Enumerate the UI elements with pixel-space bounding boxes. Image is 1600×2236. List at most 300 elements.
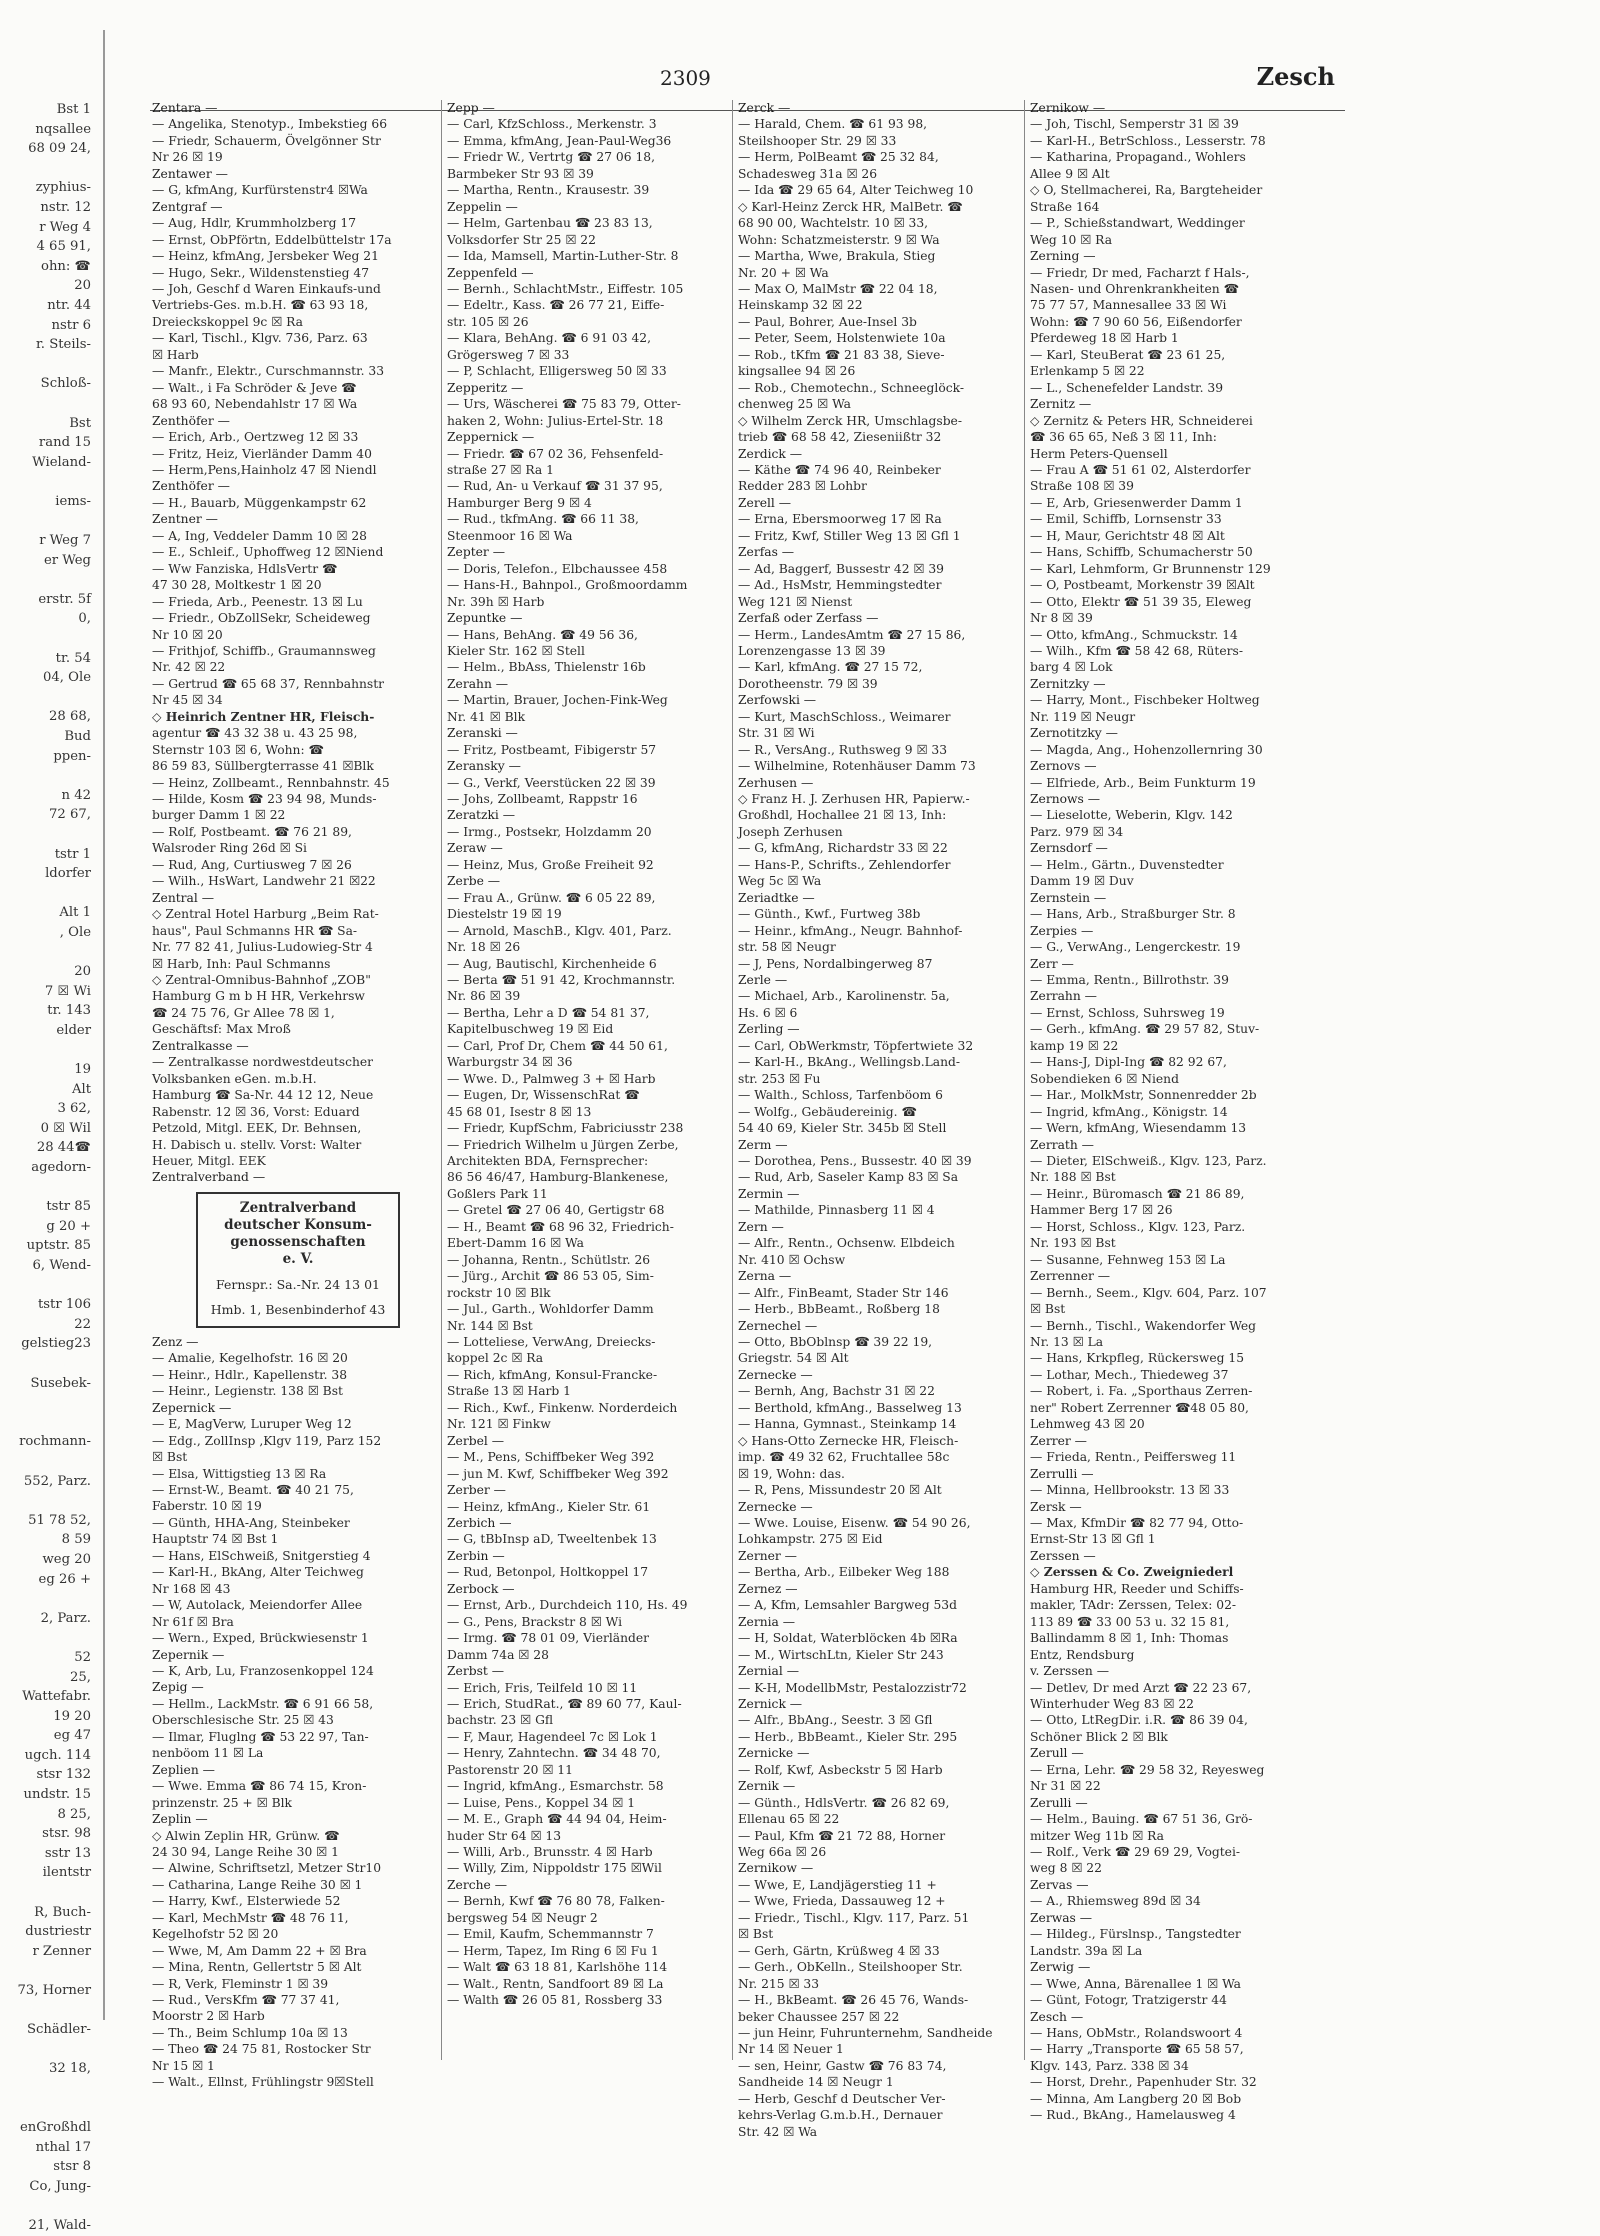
- directory-entry: — Harry, Mont., Fischbeker Holtweg: [1030, 693, 1260, 708]
- directory-entry: Hamburg HR, Reeder und Schiffs-: [1030, 1581, 1244, 1596]
- directory-entry: — Emma, Rentn., Billrothstr. 39: [1030, 973, 1229, 988]
- directory-entry: agentur ☎ 43 32 38 u. 43 25 98,: [152, 726, 358, 741]
- surname-heading: Zeriadtke —: [738, 890, 815, 905]
- margin-fragment: 25,: [70, 1669, 91, 1685]
- surname-heading: Zentralverband —: [152, 1170, 266, 1185]
- directory-entry: Nr. 188 ☒ Bst: [1030, 1170, 1116, 1185]
- directory-entry: — Friedr., ObZollSekr, Scheideweg: [152, 611, 371, 626]
- directory-entry: — Carl, Prof Dr, Chem ☎ 44 50 61,: [447, 1038, 668, 1053]
- margin-fragment: 68 09 24,: [28, 141, 91, 157]
- directory-entry: — Herm, Tapez, Im Ring 6 ☒ Fu 1: [447, 1943, 659, 1958]
- directory-entry: Nr. 13 ☒ La: [1030, 1334, 1104, 1349]
- directory-entry: Nr 10 ☒ 20: [152, 627, 223, 642]
- margin-fragment: sstr 13: [44, 1845, 91, 1861]
- directory-entry: — Rud, Ang, Curtiusweg 7 ☒ 26: [152, 857, 352, 872]
- running-head: Zesch: [1256, 62, 1335, 91]
- directory-entry: — Heinz, kfmAng., Kieler Str. 61: [447, 1499, 651, 1514]
- directory-entry: — Hans, Arb., Straßburger Str. 8: [1030, 907, 1236, 922]
- directory-entry: Erlenkamp 5 ☒ 22: [1030, 364, 1145, 379]
- directory-entry: — E, Arb, Griesenwerder Damm 1: [1030, 495, 1243, 510]
- margin-fragment: weg 20: [42, 1551, 91, 1567]
- directory-entry: — Katharina, Propagand., Wohlers: [1030, 150, 1246, 165]
- surname-heading: Zerpies —: [1030, 923, 1094, 938]
- margin-fragment: [0, 2040, 95, 2060]
- surname-heading: Zern —: [738, 1219, 784, 1234]
- directory-entry: — Henry, Zahntechn. ☎ 34 48 70,: [447, 1746, 661, 1761]
- directory-entry: — Rolf., Verk ☎ 29 69 29, Vogtei-: [1030, 1845, 1241, 1860]
- directory-entry: — Martin, Brauer, Jochen-Fink-Weg: [447, 693, 668, 708]
- margin-fragment: [0, 629, 95, 649]
- directory-entry: — Karl-H., BkAng., Wellingsb.Land-: [738, 1055, 961, 1070]
- surname-heading: Zersk —: [1030, 1499, 1082, 1514]
- margin-fragment: Alt: [71, 1081, 91, 1097]
- margin-fragment: nqsallee: [35, 121, 91, 137]
- margin-fragment: 21, Wald-: [28, 2218, 91, 2234]
- surname-heading: Zepperitz —: [447, 380, 524, 395]
- directory-entry: — Hellm., LackMstr. ☎ 6 91 66 58,: [152, 1696, 374, 1711]
- margin-fragment: [0, 1178, 95, 1198]
- directory-entry: — Frau A., Grünw. ☎ 6 05 22 89,: [447, 890, 656, 905]
- margin-fragment: [0, 1883, 95, 1903]
- surname-heading: Zernecke —: [738, 1367, 813, 1382]
- directory-entry: — Bertha, Lehr a D ☎ 54 81 37,: [447, 1005, 650, 1020]
- surname-heading: Zeplien —: [152, 1762, 215, 1777]
- ad-address: Hmb. 1, Besenbinderhof 43: [210, 1301, 386, 1317]
- directory-entry: — Wilh., HsWart, Landwehr 21 ☒22: [152, 874, 376, 889]
- directory-entry: — Jürg., Archit ☎ 86 53 05, Sim-: [447, 1269, 654, 1284]
- ad-title-line: Zentralverband: [239, 1199, 357, 1216]
- surname-heading: Zerulli —: [1030, 1795, 1088, 1810]
- margin-fragment: 8 59: [61, 1532, 91, 1548]
- directory-entry: Vertriebs-Ges. m.b.H. ☎ 63 93 18,: [152, 298, 369, 313]
- directory-entry: — Friedrich Wilhelm u Jürgen Zerbe,: [447, 1137, 679, 1152]
- directory-entry: — Hans, ObMstr., Rolandswoort 4: [1030, 2026, 1243, 2041]
- directory-entry: — Alfr., BbAng., Seestr. 3 ☒ Gfl: [738, 1713, 933, 1728]
- margin-fragment: r. Steils-: [35, 337, 91, 353]
- directory-entry: — Rich., Kwf., Finkenw. Norderdeich: [447, 1400, 678, 1415]
- margin-fragment: , Ole: [59, 924, 91, 940]
- directory-entry: kamp 19 ☒ 22: [1030, 1038, 1119, 1053]
- margin-fragment: [0, 1041, 95, 1061]
- margin-fragment: ntr. 44: [47, 297, 91, 313]
- surname-heading: Zerrenner —: [1030, 1269, 1111, 1284]
- directory-entry: — Wwe. D., Palmweg 3 + ☒ Harb: [447, 1071, 656, 1086]
- margin-fragment: nstr. 12: [40, 199, 91, 215]
- directory-entry: — Carl, KfzSchloss., Merkenstr. 3: [447, 117, 657, 132]
- directory-entry: — Irmg., Postsekr, Holzdamm 20: [447, 824, 652, 839]
- surname-heading: Zepernick —: [152, 1400, 232, 1415]
- directory-entry: — Arnold, MaschB., Klgv. 401, Parz.: [447, 923, 672, 938]
- margin-fragment: undstr. 15: [23, 1787, 91, 1803]
- margin-fragment: [0, 943, 95, 963]
- margin-fragment: 73, Horner: [17, 1983, 91, 1998]
- directory-entry: — Berthold, kfmAng., Basselweg 13: [738, 1400, 962, 1415]
- margin-fragment: 51 78 52,: [28, 1512, 91, 1528]
- directory-entry: — Elsa, Wittigstieg 13 ☒ Ra: [152, 1466, 327, 1481]
- directory-entry: — Wwe. Emma ☎ 86 74 15, Kron-: [152, 1779, 367, 1794]
- directory-entry: — Jul., Garth., Wohldorfer Damm: [447, 1302, 654, 1317]
- directory-entry: ◇ Zentral-Omnibus-Bahnhof „ZOB": [152, 973, 371, 988]
- margin-fragment: stsr 132: [36, 1767, 91, 1783]
- directory-entry: — G., Pens, Brackstr 8 ☒ Wi: [447, 1614, 623, 1629]
- column-2: [447, 100, 737, 2009]
- margin-fragment: Susebek-: [30, 1375, 91, 1391]
- directory-entry: — Hans, Schiffb, Schumacherstr 50: [1030, 545, 1253, 560]
- directory-entry: Entz, Rendsburg: [1030, 1647, 1135, 1662]
- directory-entry: — Gerh., kfmAng. ☎ 29 57 82, Stuv-: [1030, 1022, 1260, 1037]
- directory-entry: — Harry „Transporte ☎ 65 58 57,: [1030, 2042, 1244, 2057]
- margin-fragment: ilentstr: [42, 1865, 91, 1881]
- directory-entry: str. 253 ☒ Fu: [738, 1071, 821, 1086]
- surname-heading: Zerrulli —: [1030, 1466, 1094, 1481]
- directory-entry: — Friedr, Schauerm, Övelgönner Str: [152, 133, 381, 148]
- directory-entry: — Hans, Krkpfleg, Rückersweg 15: [1030, 1351, 1245, 1366]
- surname-heading: Zenthöfer —: [152, 479, 230, 494]
- directory-entry: — Kurt, MaschSchloss., Weimarer: [738, 709, 951, 724]
- directory-entry: — Rob., Chemotechn., Schneeglöck-: [738, 380, 964, 395]
- surname-heading: Zepter —: [447, 545, 505, 560]
- directory-entry: — Emil, Kaufm, Schemmannstr 7: [447, 1927, 654, 1942]
- directory-entry: — Urs, Wäscherei ☎ 75 83 79, Otter-: [447, 397, 681, 412]
- margin-fragment: r Weg 7: [39, 533, 91, 549]
- directory-entry: — Heinz, kfmAng, Jersbeker Weg 21: [152, 249, 379, 264]
- directory-entry: — Alfr., FinBeamt, Stader Str 146: [738, 1285, 949, 1300]
- surname-heading: Zerdick —: [738, 446, 803, 461]
- directory-entry: — Martha, Wwe, Brakula, Stieg: [738, 249, 936, 264]
- directory-entry: — Minna, Hellbrookstr. 13 ☒ 33: [1030, 1483, 1230, 1498]
- directory-entry: huder Str 64 ☒ 13: [447, 1828, 562, 1843]
- surname-heading: Zernitz —: [1030, 397, 1092, 412]
- margin-fragment: r Weg 4: [39, 219, 91, 235]
- directory-entry: Wohn: ☎ 7 90 60 56, Eißendorfer: [1030, 314, 1242, 329]
- directory-entry: Pastorenstr 20 ☒ 11: [447, 1762, 573, 1777]
- directory-entry: Damm 74a ☒ 28: [447, 1647, 549, 1662]
- directory-entry: — Hildeg., Fürslnsp., Tangstedter: [1030, 1927, 1241, 1942]
- directory-entry: — G., Verkf, Veerstücken 22 ☒ 39: [447, 775, 656, 790]
- margin-fragment: er Weg: [43, 552, 91, 568]
- directory-entry: — Heinr., Büromasch ☎ 21 86 89,: [1030, 1186, 1245, 1201]
- margin-fragment: 28 68,: [49, 709, 91, 725]
- margin-fragment: 72 67,: [49, 807, 91, 823]
- surname-heading: Zernecke —: [738, 1499, 813, 1514]
- directory-entry: ◇ Zernitz & Peters HR, Schneiderei: [1030, 413, 1253, 428]
- margin-fragment: eg 47: [53, 1728, 91, 1744]
- directory-entry: — Edg., ZollInsp ,Klgv 119, Parz 152: [152, 1433, 382, 1448]
- directory-entry: Schöner Blick 2 ☒ Blk: [1030, 1729, 1168, 1744]
- directory-entry: Nr. 119 ☒ Neugr: [1030, 709, 1136, 724]
- directory-entry: haus", Paul Schmanns HR ☎ Sa-: [152, 923, 358, 938]
- directory-entry: — Max O, MalMstr ☎ 22 04 18,: [738, 281, 938, 296]
- page-number: 2309: [660, 66, 711, 90]
- margin-fragment: [0, 1491, 95, 1511]
- directory-entry: — Heinz, Zollbeamt., Rennbahnstr. 45: [152, 775, 390, 790]
- surname-heading: Zerche —: [447, 1877, 507, 1892]
- margin-fragment: Bst 1: [56, 102, 91, 117]
- surname-heading: Zentara —: [152, 101, 218, 115]
- surname-heading: Zerrer —: [1030, 1433, 1087, 1448]
- directory-entry: — Herm., LandesAmtm ☎ 27 15 86,: [738, 627, 966, 642]
- directory-entry: — Rud., VersKfm ☎ 77 37 41,: [152, 1993, 340, 2008]
- directory-entry: — Gretel ☎ 27 06 40, Gertigstr 68: [447, 1203, 665, 1218]
- directory-entry: — Karl, SteuBerat ☎ 23 61 25,: [1030, 347, 1226, 362]
- directory-entry: — W, Autolack, Meiendorfer Allee: [152, 1598, 363, 1613]
- directory-entry: — Otto, Elektr ☎ 51 39 35, Eleweg: [1030, 594, 1252, 609]
- surname-heading: Zerrahn —: [1030, 989, 1097, 1004]
- margin-fragment: 20: [74, 278, 91, 294]
- directory-entry: — M., Pens, Schiffbeker Weg 392: [447, 1450, 655, 1465]
- surname-heading: Zentner —: [152, 512, 218, 527]
- directory-entry: — Edeltr., Kass. ☎ 26 77 21, Eiffe-: [447, 298, 665, 313]
- directory-entry: — Manfr., Elektr., Curschmannstr. 33: [152, 364, 385, 379]
- directory-entry: — Karl, Lehmform, Gr Brunnenstr 129: [1030, 561, 1271, 576]
- directory-entry: — Minna, Am Langberg 20 ☒ Bob: [1030, 2091, 1242, 2106]
- surname-heading: Zernik —: [738, 1779, 796, 1794]
- directory-entry: chenweg 25 ☒ Wa: [738, 397, 851, 412]
- directory-entry: — Mina, Rentn, Gellertstr 5 ☒ Alt: [152, 1960, 362, 1975]
- directory-entry: — Karl, kfmAng. ☎ 27 15 72,: [738, 660, 923, 675]
- directory-entry: — R, Pens, Missundestr 20 ☒ Alt: [738, 1483, 942, 1498]
- directory-entry: — Rud, An- u Verkauf ☎ 31 37 95,: [447, 479, 663, 494]
- directory-entry: kehrs-Verlag G.m.b.H., Dernauer: [738, 2108, 943, 2123]
- directory-entry: Weg 10 ☒ Ra: [1030, 232, 1113, 247]
- margin-fragment: iems-: [55, 493, 91, 509]
- margin-fragment: [0, 1589, 95, 1609]
- directory-entry: — sen, Heinr, Gastw ☎ 76 83 74,: [738, 2058, 947, 2073]
- surname-heading: Zernikow —: [1030, 101, 1106, 115]
- directory-entry: ☒ Harb: [152, 347, 199, 362]
- surname-heading: Zentralkasse —: [152, 1038, 249, 1053]
- surname-heading: Zerhusen —: [738, 775, 814, 790]
- directory-entry: — M. E., Graph ☎ 44 94 04, Heim-: [447, 1812, 667, 1827]
- directory-entry: Moorstr 2 ☒ Harb: [152, 2009, 265, 2024]
- directory-entry: Dorotheenstr. 79 ☒ 39: [738, 676, 878, 691]
- directory-entry: — Ernst, Arb., Durchdeich 110, Hs. 49: [447, 1598, 688, 1613]
- directory-entry: — Aug, Hdlr, Krummholzberg 17: [152, 216, 357, 231]
- directory-entry: — Friedr, KupfSchm, Fabriciusstr 238: [447, 1121, 684, 1136]
- directory-entry: — jun Heinr, Fuhrunternehm, Sandheide: [738, 2026, 993, 2041]
- directory-entry: — Ernst, Schloss, Suhrsweg 19: [1030, 1005, 1225, 1020]
- directory-entry: Herm Peters-Quensell: [1030, 446, 1168, 461]
- directory-entry: — Heinr., Legienstr. 138 ☒ Bst: [152, 1384, 343, 1399]
- directory-entry: — Susanne, Fehnweg 153 ☒ La: [1030, 1252, 1226, 1267]
- directory-entry: Weg 66a ☒ 26: [738, 1845, 827, 1860]
- directory-entry: — Bernh., Tischl., Wakendorfer Weg: [1030, 1318, 1256, 1333]
- directory-entry: — Rud., BkAng., Hamelausweg 4: [1030, 2108, 1236, 2123]
- directory-entry: Allee 9 ☒ Alt: [1030, 166, 1110, 181]
- surname-heading: Zeranski —: [447, 726, 518, 741]
- surname-heading: Zervas —: [1030, 1877, 1089, 1892]
- directory-entry: — Elfriede, Arb., Beim Funkturm 19: [1030, 775, 1256, 790]
- margin-fragment: Schädler-: [27, 2022, 91, 2038]
- directory-entry: — Gertrud ☎ 65 68 37, Rennbahnstr: [152, 676, 385, 691]
- directory-entry: Lorenzengasse 13 ☒ 39: [738, 643, 886, 658]
- margin-fragment: rochmann-: [19, 1434, 91, 1450]
- directory-entry: 45 68 01, Isestr 8 ☒ 13: [447, 1104, 592, 1119]
- directory-entry: — Walt., Rentn, Sandfoort 89 ☒ La: [447, 1976, 664, 1991]
- directory-entry: — Ilmar, Fluglng ☎ 53 22 97, Tan-: [152, 1729, 369, 1744]
- directory-entry: — Rud, Betonpol, Holtkoppel 17: [447, 1565, 649, 1580]
- directory-entry: Nr 168 ☒ 43: [152, 1581, 231, 1596]
- surname-heading: Zerfaß oder Zerfass —: [738, 611, 879, 626]
- directory-entry: 86 56 46/47, Hamburg-Blankenese,: [447, 1170, 669, 1185]
- surname-heading: Zerbe —: [447, 874, 501, 889]
- directory-entry: — Amalie, Kegelhofstr. 16 ☒ 20: [152, 1351, 348, 1366]
- ad-title-line: e. V.: [282, 1250, 314, 1267]
- directory-entry: — Magda, Ang., Hohenzollernring 30: [1030, 742, 1263, 757]
- directory-entry: ☒ Bst: [152, 1450, 188, 1465]
- margin-fragment: dustriestr: [25, 1924, 91, 1940]
- margin-fragment: tstr 106: [37, 1297, 91, 1313]
- surname-heading: Zerm —: [738, 1137, 788, 1152]
- directory-entry: — K-H, ModellbMstr, Pestalozzistr72: [738, 1680, 967, 1695]
- directory-entry: — Rob., tKfm ☎ 21 83 38, Sieve-: [738, 347, 945, 362]
- directory-entry: — Hanna, Gymnast., Steinkamp 14: [738, 1417, 957, 1432]
- directory-entry: — Friedr. ☎ 67 02 36, Fehsenfeld-: [447, 446, 664, 461]
- directory-entry: — Erna, Ebersmoorweg 17 ☒ Ra: [738, 512, 942, 527]
- directory-entry: — Walt., Ellnst, Frühlingstr 9☒Stell: [152, 2075, 374, 2090]
- directory-entry: — Willy, Zim, Nippoldstr 175 ☒Wil: [447, 1861, 662, 1876]
- directory-entry: Winterhuder Weg 83 ☒ 22: [1030, 1696, 1194, 1711]
- directory-entry: ner" Robert Zerrenner ☎48 05 80,: [1030, 1400, 1249, 1415]
- directory-entry: ◇ Alwin Zeplin HR, Grünw. ☎: [152, 1828, 340, 1843]
- directory-entry: — Luise, Pens., Koppel 34 ☒ 1: [447, 1795, 636, 1810]
- directory-entry: 68 93 60, Nebendahlstr 17 ☒ Wa: [152, 397, 358, 412]
- directory-entry: Nr. 121 ☒ Finkw: [447, 1417, 551, 1432]
- directory-entry: Hauptstr 74 ☒ Bst 1: [152, 1532, 279, 1547]
- directory-entry: Nr. 215 ☒ 33: [738, 1976, 820, 1991]
- directory-entry: — Walth., Schloss, Tarfenböom 6: [738, 1088, 943, 1103]
- directory-entry: — Klara, BehAng. ☎ 6 91 03 42,: [447, 331, 652, 346]
- directory-entry: — Ernst, ObPförtn, Eddelbüttelstr 17a: [152, 232, 392, 247]
- directory-entry: Ellenau 65 ☒ 22: [738, 1812, 840, 1827]
- entry-list: [152, 100, 442, 1186]
- surname-heading: Zentawer —: [152, 166, 228, 181]
- margin-fragment: [0, 1354, 95, 1374]
- directory-entry: Sternstr 103 ☒ 6, Wohn: ☎: [152, 742, 324, 757]
- directory-entry: — Karl-H., BkAng, Alter Teichweg: [152, 1565, 364, 1580]
- directory-entry: Kieler Str. 162 ☒ Stell: [447, 643, 585, 658]
- directory-entry: — Hilde, Kosm ☎ 23 94 98, Munds-: [152, 792, 377, 807]
- margin-fragment: 19 20: [53, 1708, 91, 1724]
- entry-list: [1030, 100, 1320, 2124]
- directory-entry: — Herb., BbBeamt., Roßberg 18: [738, 1302, 940, 1317]
- directory-entry: Wohn: Schatzmeisterstr. 9 ☒ Wa: [738, 232, 940, 247]
- directory-entry: — Wwe, Frieda, Dassauweg 12 +: [738, 1894, 946, 1909]
- directory-entry: — Dieter, ElSchweiß., Klgv. 123, Parz.: [1030, 1154, 1267, 1168]
- surname-heading: Zerbin —: [447, 1548, 505, 1563]
- directory-entry: — Frieda, Arb., Peenestr. 13 ☒ Lu: [152, 594, 363, 609]
- margin-fragment: ugch. 114: [24, 1747, 91, 1763]
- directory-entry: ☎ 24 75 76, Gr Allee 78 ☒ 1,: [152, 1005, 335, 1020]
- directory-entry: Ballindamm 8 ☒ 1, Inh: Thomas: [1030, 1631, 1229, 1646]
- directory-entry: — Bernh, Ang, Bachstr 31 ☒ 22: [738, 1384, 935, 1399]
- directory-entry: — Rich, kfmAng, Konsul-Francke-: [447, 1367, 658, 1382]
- directory-entry: ☎ 36 65 65, Neß 3 ☒ 11, Inh:: [1030, 430, 1217, 445]
- directory-entry: Damm 19 ☒ Duv: [1030, 874, 1134, 889]
- directory-entry: — Karl, MechMstr ☎ 48 76 11,: [152, 1910, 349, 1925]
- directory-entry: Großhdl, Hochallee 21 ☒ 13, Inh:: [738, 808, 947, 823]
- directory-entry: Str. 42 ☒ Wa: [738, 2124, 818, 2139]
- margin-fragment: [0, 2079, 95, 2099]
- directory-entry: — Otto, kfmAng., Schmuckstr. 14: [1030, 627, 1238, 642]
- directory-entry: — M., WirtschLtn, Kieler Str 243: [738, 1647, 944, 1662]
- margin-fragment: R, Buch-: [34, 1904, 91, 1920]
- directory-entry: Hamburg ☎ Sa-Nr. 44 12 12, Neue: [152, 1088, 374, 1103]
- surname-heading: Zenthöfer —: [152, 413, 230, 428]
- directory-entry: Ebert-Damm 16 ☒ Wa: [447, 1236, 584, 1251]
- directory-entry: Heuer, Mitgl. EEK: [152, 1154, 266, 1168]
- directory-entry: — Max, KfmDir ☎ 82 77 94, Otto-: [1030, 1515, 1244, 1530]
- margin-fragment: 0 ☒ Wil: [40, 1120, 91, 1136]
- directory-entry: — J, Pens, Nordalbingerweg 87: [738, 956, 933, 971]
- directory-entry: ◇ Heinrich Zentner HR, Fleisch-: [152, 708, 375, 724]
- directory-entry: — Detlev, Dr med Arzt ☎ 22 23 67,: [1030, 1680, 1252, 1695]
- directory-entry: Straße 164: [1030, 199, 1100, 214]
- directory-entry: — G., VerwAng., Lengerckestr. 19: [1030, 940, 1241, 955]
- directory-entry: — Rolf, Kwf, Asbeckstr 5 ☒ Harb: [738, 1762, 943, 1777]
- directory-entry: — Fritz, Postbeamt, Fibigerstr 57: [447, 742, 657, 757]
- margin-fragment: Alt 1: [59, 905, 91, 921]
- margin-fragment: 22: [74, 1316, 91, 1332]
- directory-entry: — H., Beamt ☎ 68 96 32, Friedrich-: [447, 1219, 674, 1234]
- directory-entry: Faberstr. 10 ☒ 19: [152, 1499, 262, 1514]
- directory-entry: Nr 45 ☒ 34: [152, 693, 223, 708]
- directory-entry: — Ida, Mamsell, Martin-Luther-Str. 8: [447, 249, 679, 264]
- margin-fragment: [0, 1393, 95, 1413]
- entry-list: [738, 100, 1028, 2140]
- directory-entry: — Helm., Gärtn., Duvenstedter: [1030, 857, 1224, 872]
- directory-entry: — Wwe, M, Am Damm 22 + ☒ Bra: [152, 1943, 367, 1958]
- surname-heading: Zernechel —: [738, 1318, 818, 1333]
- directory-entry: Hs. 6 ☒ 6: [738, 1005, 798, 1020]
- directory-entry: koppel 2c ☒ Ra: [447, 1351, 544, 1366]
- margin-fragment: tr. 143: [47, 1003, 91, 1019]
- directory-entry: — Joh, Tischl, Semperstr 31 ☒ 39: [1030, 117, 1239, 132]
- margin-fragment: [0, 472, 95, 492]
- margin-fragment: Wieland-: [32, 454, 91, 470]
- margin-fragment: tstr 1: [54, 846, 91, 862]
- margin-fragment: erstr. 5f: [38, 591, 91, 607]
- directory-entry: ◇ Wilhelm Zerck HR, Umschlagsbe-: [738, 413, 962, 428]
- directory-entry: — H., BkBeamt. ☎ 26 45 76, Wands-: [738, 1993, 969, 2008]
- directory-entry: H. Dabisch u. stellv. Vorst: Walter: [152, 1137, 362, 1152]
- directory-entry: — Helm., Bauing. ☎ 67 51 36, Grö-: [1030, 1812, 1253, 1827]
- ad-title-line: deutscher Konsum-: [224, 1216, 372, 1233]
- directory-entry: — Theo ☎ 24 75 81, Rostocker Str: [152, 2042, 371, 2057]
- margin-fragment: [0, 825, 95, 845]
- directory-entry: — Fritz, Heiz, Vierländer Damm 40: [152, 446, 372, 461]
- surname-heading: Zepig —: [152, 1680, 204, 1695]
- directory-entry: — Gerh., ObKelln., Steilshooper Str.: [738, 1960, 963, 1975]
- directory-entry: Goßlers Park 11: [447, 1186, 548, 1201]
- directory-entry: — H, Maur, Gerichtstr 48 ☒ Alt: [1030, 528, 1225, 543]
- directory-entry: — Heinr., kfmAng., Neugr. Bahnhof-: [738, 923, 963, 938]
- directory-entry: Nr. 39h ☒ Harb: [447, 594, 545, 609]
- directory-entry: Hammer Berg 17 ☒ 26: [1030, 1203, 1173, 1218]
- directory-entry: bachstr. 23 ☒ Gfl: [447, 1713, 554, 1728]
- surname-heading: Zeppenfeld —: [447, 265, 534, 280]
- directory-entry: ◇ Zentral Hotel Harburg „Beim Rat-: [152, 907, 379, 922]
- directory-entry: — Dorothea, Pens., Bussestr. 40 ☒ 39: [738, 1154, 972, 1168]
- directory-entry: Dreieckskoppel 9c ☒ Ra: [152, 314, 304, 329]
- directory-entry: Ernst-Str 13 ☒ Gfl 1: [1030, 1532, 1156, 1547]
- margin-fragment: agedorn-: [31, 1160, 91, 1176]
- directory-entry: — Wilhelmine, Rotenhäuser Damm 73: [738, 759, 976, 774]
- margin-fragment: 3 62,: [57, 1101, 91, 1117]
- directory-entry: — Günt, Fotogr, Tratzigerstr 44: [1030, 1993, 1227, 2008]
- directory-entry: — L., Schenefelder Landstr. 39: [1030, 380, 1224, 395]
- surname-heading: Zeppelin —: [447, 199, 518, 214]
